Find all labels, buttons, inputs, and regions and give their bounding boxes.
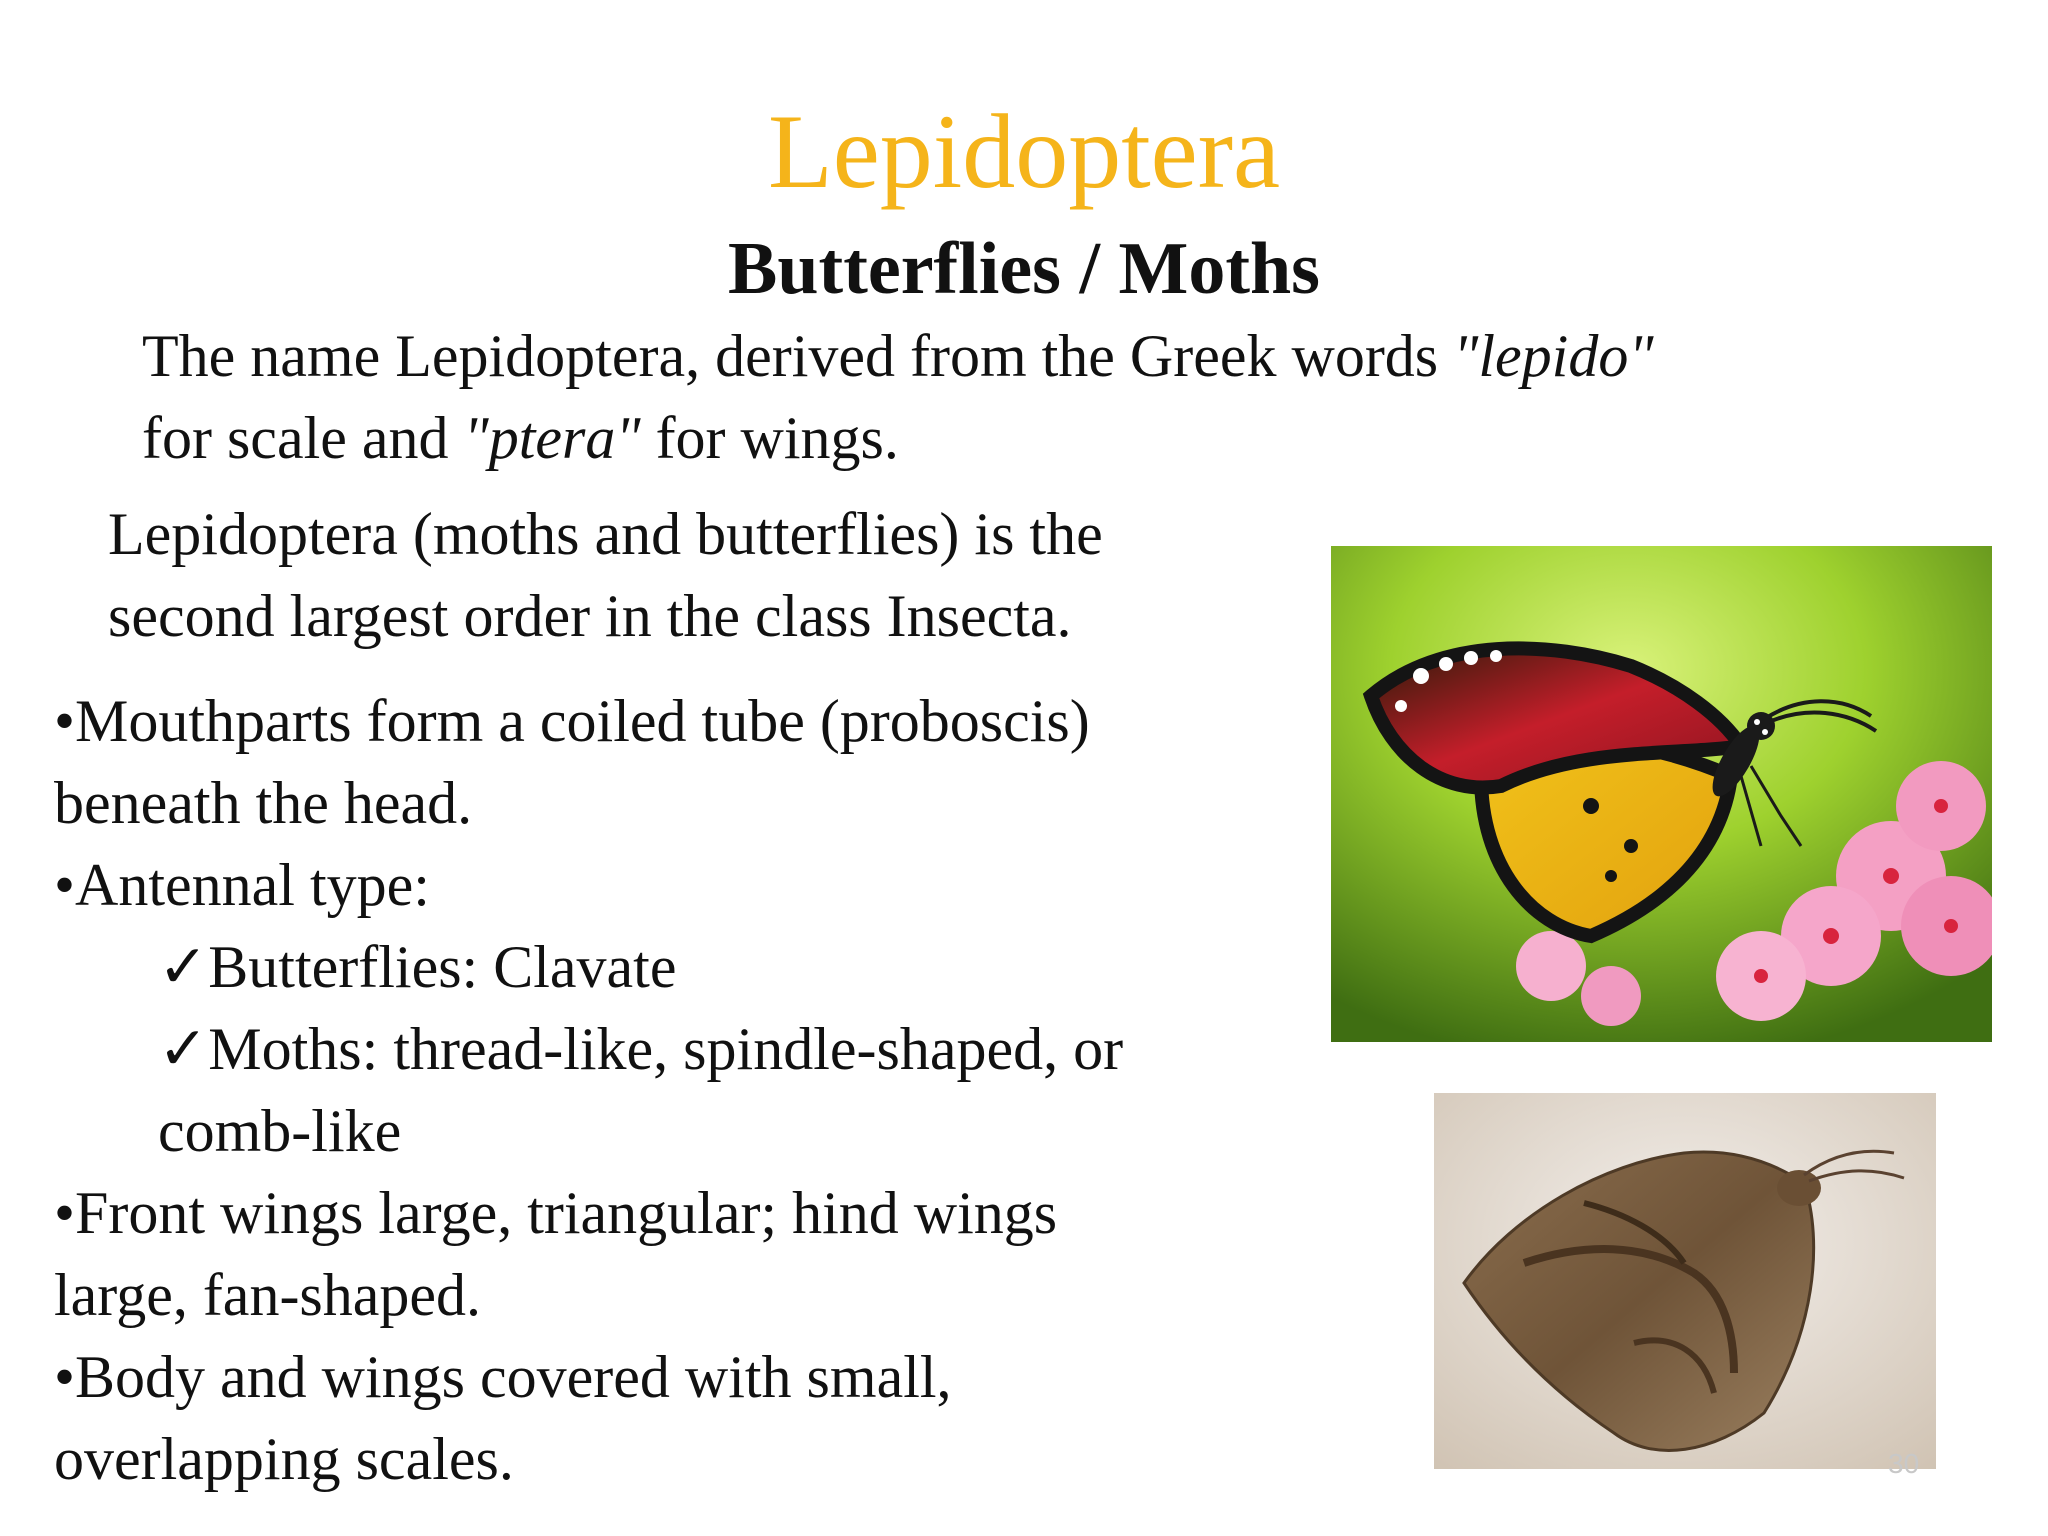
etymology-paragraph xyxy=(142,315,1654,479)
slide-title: Lepidoptera xyxy=(767,93,1281,210)
list-item: comb-like xyxy=(158,1098,402,1164)
order-paragraph xyxy=(108,493,1103,657)
butterfly-photo xyxy=(1331,546,1992,1042)
list-item: •Body and wings covered with small, xyxy=(54,1344,952,1410)
etymology-text-1: The name Lepidoptera, derived from the Greek words xyxy=(142,323,1454,389)
slide-subtitle: Butterflies / Moths xyxy=(728,228,1320,310)
list-item: ✓Moths: thread-like, spindle-shaped, or xyxy=(158,1016,1124,1082)
feature-list xyxy=(54,680,1123,1500)
list-item: large, fan-shaped. xyxy=(54,1262,482,1328)
etymology-term-ptera: "ptera" xyxy=(463,405,641,471)
order-line-1: Lepidoptera (moths and butterflies) is the xyxy=(108,501,1103,567)
etymology-text-2: for scale and xyxy=(142,405,464,471)
order-line-2: second largest order in the class Insecta. xyxy=(108,583,1072,649)
list-item: •Antennal type: xyxy=(54,852,430,918)
list-item: •Front wings large, triangular; hind wings xyxy=(54,1180,1058,1246)
etymology-term-lepido: "lepido" xyxy=(1453,323,1654,389)
page-number: 30 xyxy=(1888,1448,1920,1479)
list-item: ✓Butterflies: Clavate xyxy=(158,934,677,1000)
list-item: beneath the head. xyxy=(54,770,473,836)
list-item: •Mouthparts form a coiled tube (proboscis) xyxy=(54,688,1090,754)
moth-photo xyxy=(1434,1093,1936,1469)
etymology-text-3: for wings. xyxy=(640,405,899,471)
list-item: overlapping scales. xyxy=(54,1426,514,1492)
